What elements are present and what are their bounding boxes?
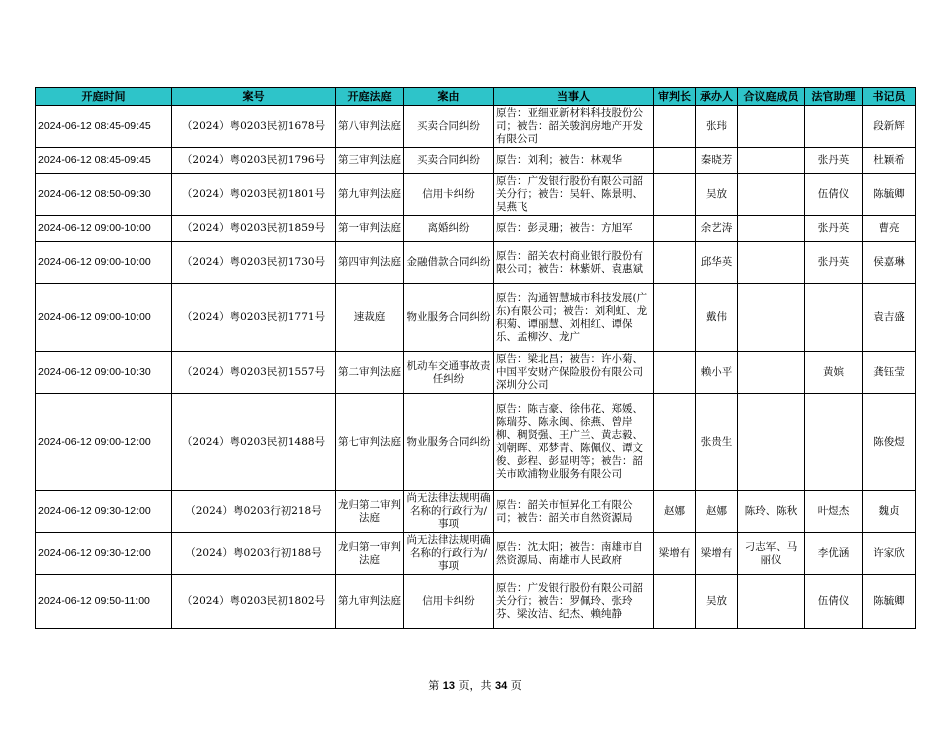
assistant-cell: 伍倩仪 (805, 575, 863, 629)
table-row (36, 106, 916, 148)
parties-cell (494, 242, 654, 284)
table-row (36, 352, 916, 394)
case-number-cell: （2024）粤0203民初1730号 (172, 242, 336, 284)
header-panel: 合议庭成员 (738, 88, 805, 106)
courtroom-cell: 龙归第一审判法庭 (336, 533, 404, 575)
clerk-cell: 袁吉盛 (863, 284, 916, 352)
table-row (36, 491, 916, 533)
clerk-cell: 陈俊煜 (863, 394, 916, 491)
chief-judge-cell (654, 174, 696, 216)
parties-cell (494, 575, 654, 629)
assistant-cell: 张丹英 (805, 242, 863, 284)
cause-cell: 信用卡纠纷 (404, 174, 494, 216)
parties-text: 原告：彭灵珊；被告：方旭军 (496, 222, 633, 234)
hearing-time-cell: 2024-06-12 09:00-10:00 (36, 216, 172, 242)
hearing-time-cell: 2024-06-12 09:30-12:00 (36, 491, 172, 533)
parties-text: 原告：刘利；被告：林观华 (496, 154, 622, 166)
case-number-cell: （2024）粤0203民初1488号 (172, 394, 336, 491)
panel-cell (738, 394, 805, 491)
cause-cell: 物业服务合同纠纷 (404, 284, 494, 352)
courtroom-cell: 第九审判法庭 (336, 174, 404, 216)
page-footer: 第 13 页，共 34 页 (428, 679, 522, 692)
table-header-row (36, 88, 916, 106)
handler-cell: 赵娜 (696, 491, 738, 533)
assistant-cell (805, 394, 863, 491)
header-assistant: 法官助理 (805, 88, 863, 106)
table-row (36, 174, 916, 216)
hearing-time-cell: 2024-06-12 08:45-09:45 (36, 148, 172, 174)
table-row (36, 394, 916, 491)
table-row (36, 148, 916, 174)
handler-cell: 邱华英 (696, 242, 738, 284)
courtroom-cell: 第三审判法庭 (336, 148, 404, 174)
case-number-cell: （2024）粤0203民初1557号 (172, 352, 336, 394)
hearing-time-cell: 2024-06-12 09:50-11:00 (36, 575, 172, 629)
assistant-cell: 伍倩仪 (805, 174, 863, 216)
handler-cell: 秦晓芳 (696, 148, 738, 174)
courtroom-cell: 速裁庭 (336, 284, 404, 352)
handler-cell: 吴放 (696, 174, 738, 216)
header-cause: 案由 (404, 88, 494, 106)
case-number-cell: （2024）粤0203民初1801号 (172, 174, 336, 216)
table-row (36, 216, 916, 242)
courtroom-cell: 第九审判法庭 (336, 575, 404, 629)
hearing-time-cell: 2024-06-12 09:00-10:30 (36, 352, 172, 394)
clerk-cell: 杜颖希 (863, 148, 916, 174)
parties-cell (494, 533, 654, 575)
clerk-cell: 陈毓卿 (863, 174, 916, 216)
chief-judge-cell (654, 148, 696, 174)
header-clerk: 书记员 (863, 88, 916, 106)
hearing-time-cell: 2024-06-12 09:00-10:00 (36, 284, 172, 352)
header-handler: 承办人 (696, 88, 738, 106)
cause-cell: 离婚纠纷 (404, 216, 494, 242)
chief-judge-cell: 赵娜 (654, 491, 696, 533)
case-number-cell: （2024）粤0203行初218号 (172, 491, 336, 533)
parties-text: 原告：广发银行股份有限公司韶关分行；被告：罗佩玲、张玲芬、梁汝洁、纪杰、赖纯静 (496, 582, 643, 620)
handler-cell: 赖小平 (696, 352, 738, 394)
parties-text: 原告：亚细亚新材料科技股份公司；被告：韶关骏润房地产开发有限公司 (496, 107, 643, 145)
cause-cell: 信用卡纠纷 (404, 575, 494, 629)
handler-cell: 梁增有 (696, 533, 738, 575)
chief-judge-cell (654, 242, 696, 284)
parties-cell (494, 491, 654, 533)
cause-cell: 尚无法律法规明确名称的行政行为/事项 (404, 533, 494, 575)
clerk-cell: 段新辉 (863, 106, 916, 148)
clerk-cell: 龚钰莹 (863, 352, 916, 394)
panel-cell (738, 352, 805, 394)
case-number-cell: （2024）粤0203民初1771号 (172, 284, 336, 352)
chief-judge-cell (654, 394, 696, 491)
cause-cell: 买卖合同纠纷 (404, 148, 494, 174)
chief-judge-cell (654, 216, 696, 242)
chief-judge-cell: 梁增有 (654, 533, 696, 575)
case-number-cell: （2024）粤0203民初1796号 (172, 148, 336, 174)
courtroom-cell: 第二审判法庭 (336, 352, 404, 394)
header-courtroom: 开庭法庭 (336, 88, 404, 106)
table-row (36, 284, 916, 352)
panel-cell (738, 242, 805, 284)
clerk-cell: 陈毓卿 (863, 575, 916, 629)
panel-cell: 刁志军、马丽仪 (738, 533, 805, 575)
parties-text: 原告：梁北昌；被告：许小菊、中国平安财产保险股份有限公司深圳分公司 (496, 353, 643, 391)
panel-cell (738, 148, 805, 174)
case-number-cell: （2024）粤0203民初1678号 (172, 106, 336, 148)
parties-cell (494, 216, 654, 242)
assistant-cell: 张丹英 (805, 216, 863, 242)
handler-cell: 戴伟 (696, 284, 738, 352)
cause-cell: 金融借款合同纠纷 (404, 242, 494, 284)
parties-cell (494, 106, 654, 148)
header-hearing-time: 开庭时间 (36, 88, 172, 106)
chief-judge-cell (654, 352, 696, 394)
courtroom-cell: 第一审判法庭 (336, 216, 404, 242)
handler-cell: 吴放 (696, 575, 738, 629)
page-number: 13 (442, 680, 455, 692)
cause-cell: 物业服务合同纠纷 (404, 394, 494, 491)
panel-cell (738, 106, 805, 148)
clerk-cell: 魏贞 (863, 491, 916, 533)
assistant-cell: 叶煜杰 (805, 491, 863, 533)
cause-cell: 买卖合同纠纷 (404, 106, 494, 148)
panel-cell (738, 216, 805, 242)
handler-cell: 张玮 (696, 106, 738, 148)
page-total: 34 (495, 680, 508, 692)
case-number-cell: （2024）粤0203行初188号 (172, 533, 336, 575)
header-case-number: 案号 (172, 88, 336, 106)
table-row (36, 533, 916, 575)
assistant-cell: 李优涵 (805, 533, 863, 575)
parties-cell (494, 284, 654, 352)
case-number-cell: （2024）粤0203民初1859号 (172, 216, 336, 242)
panel-cell (738, 284, 805, 352)
handler-cell: 余艺涛 (696, 216, 738, 242)
cause-cell: 尚无法律法规明确名称的行政行为/事项 (404, 491, 494, 533)
table-row (36, 575, 916, 629)
clerk-cell: 许家欣 (863, 533, 916, 575)
parties-text: 原告：沈太阳；被告：南雄市自然资源局、南雄市人民政府 (496, 540, 643, 566)
clerk-cell: 曹亮 (863, 216, 916, 242)
parties-cell (494, 174, 654, 216)
hearing-time-cell: 2024-06-12 09:00-10:00 (36, 242, 172, 284)
assistant-cell: 黄嫔 (805, 352, 863, 394)
chief-judge-cell (654, 575, 696, 629)
hearing-time-cell: 2024-06-12 08:45-09:45 (36, 106, 172, 148)
panel-cell: 陈玲、陈秋 (738, 491, 805, 533)
assistant-cell (805, 284, 863, 352)
parties-text: 原告：陈吉豪、徐伟花、郑媛、陈瑞芬、陈永闽、徐燕、曾岸柳、稠贤强、王广兰、黄志毅、刘朝晖、邓梦青、陈佩仪、谭文俊、彭程、彭显明等；被告：韶关市欧浦物业服务有限公司 (496, 403, 643, 480)
courtroom-cell: 第四审判法庭 (336, 242, 404, 284)
courtroom-cell: 第八审判法庭 (336, 106, 404, 148)
parties-text: 原告：韶关市恒昇化工有限公司；被告：韶关市自然资源局 (496, 498, 633, 524)
hearing-time-cell: 2024-06-12 09:30-12:00 (36, 533, 172, 575)
case-number-cell: （2024）粤0203民初1802号 (172, 575, 336, 629)
cause-cell: 机动车交通事故责任纠纷 (404, 352, 494, 394)
chief-judge-cell (654, 106, 696, 148)
court-schedule-table (35, 87, 916, 629)
panel-cell (738, 174, 805, 216)
hearing-time-cell: 2024-06-12 09:00-12:00 (36, 394, 172, 491)
assistant-cell: 张丹英 (805, 148, 863, 174)
assistant-cell (805, 106, 863, 148)
parties-text: 原告：韶关农村商业银行股份有限公司；被告：林紫妍、袁惠斌 (496, 249, 643, 275)
clerk-cell: 侯嘉琳 (863, 242, 916, 284)
courtroom-cell: 第七审判法庭 (336, 394, 404, 491)
header-chief-judge: 审判长 (654, 88, 696, 106)
parties-text: 原告：广发银行股份有限公司韶关分行；被告：吴轩、陈景明、吴燕飞 (496, 175, 643, 213)
handler-cell: 张贵生 (696, 394, 738, 491)
parties-text: 原告：沟通智慧城市科技发展(广东)有限公司；被告：刘利虹、龙积菊、谭丽慧、刘相红、谭保乐、孟柳汐、龙广 (496, 291, 648, 343)
chief-judge-cell (654, 284, 696, 352)
courtroom-cell: 龙归第二审判法庭 (336, 491, 404, 533)
parties-cell (494, 394, 654, 491)
table-row (36, 242, 916, 284)
panel-cell (738, 575, 805, 629)
parties-cell (494, 148, 654, 174)
header-parties: 当事人 (494, 88, 654, 106)
parties-cell (494, 352, 654, 394)
hearing-time-cell: 2024-06-12 08:50-09:30 (36, 174, 172, 216)
